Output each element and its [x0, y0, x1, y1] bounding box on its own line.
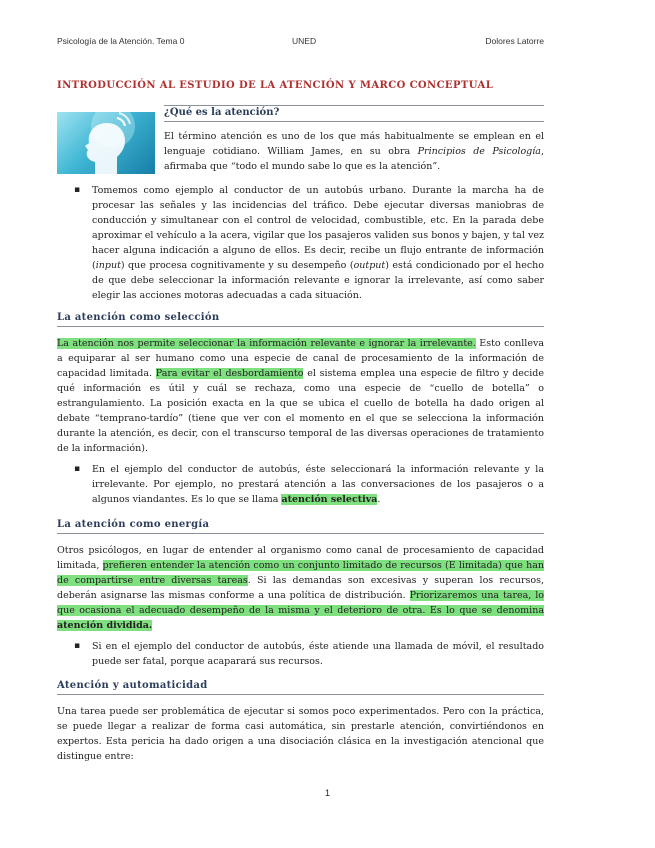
highlight: La atención nos permite seleccionar la información relevante e ignorar la irrelevante. [57, 338, 476, 349]
highlight: Para evitar el desbordamiento [155, 368, 304, 379]
intro-paragraph: El término atención es uno de los que más habitualmente se emplean en el lenguaje cotidiano. William James, en su obra Principios de Psicología, afirmaba que “todo el mundo sabe lo que es la atención”. [164, 131, 544, 172]
bullet-energia-example: ▪ Si en el ejemplo del conductor de autobús, éste atiende una llamada de móvil, el resultado puede ser fatal, porque acaparará sus recursos. [92, 639, 544, 669]
term-atencion-dividida: atención dividida. [57, 620, 153, 631]
header-course: Psicología de la Atención. Tema 0 [57, 36, 185, 46]
highlight: prefieren entender la atención como un conjunto limitado de recursos (E limitada) que han de compartirse entre diversas tareas [57, 560, 544, 586]
automaticidad-paragraph: Una tarea puede ser problemática de ejecutar si somos poco experimentados. Pero con la práctica, se puede llegar a realizar de forma casi automática, sin prestarle atención, convirtiéndonos en expertos. Esta pericia ha dado origen a una disociación clásica en la investigación atencional que distingue entre: [57, 706, 544, 762]
bullet-seleccion-example: ▪ En el ejemplo del conductor de autobús, éste seleccionará la información relevante y la irrelevante. Por ejemplo, no prestará atención a las conversaciones de los pasajeros o a algunos viandantes. Es lo que se llama atención selectiva. [92, 462, 544, 507]
book-title: Principios de Psicología [417, 146, 541, 157]
section-heading-que-es: ¿Qué es la atención? [164, 105, 544, 122]
head-illustration [57, 112, 155, 174]
term-atencion-selectiva: atención selectiva [281, 494, 378, 505]
header-institution: UNED [292, 36, 317, 46]
header-author: Dolores Latorre [485, 36, 544, 46]
section-heading-energia: La atención como energía [57, 519, 544, 534]
head-icon [57, 112, 155, 174]
energia-paragraph: Otros psicólogos, en lugar de entender al organismo como canal de procesamiento de capacidad limitada, prefieren entender la atención como un conjunto limitado de recursos (E limitada) que han de compartirse entre diversas tareas. Si las demandas son excesivas y superan los recursos, deberán asignarse las mismas conforme a una política de distribución. Priorizaremos una tarea, lo que ocasiona el adecuado desempeño de la misma y el deterioro de otra. Es lo que se denomina atención dividida. [57, 545, 545, 631]
page-number: 1 [324, 788, 330, 798]
section-heading-seleccion: La atención como selección [57, 312, 544, 327]
document-title: INTRODUCCIÓN AL ESTUDIO DE LA ATENCIÓN Y MARCO CONCEPTUAL [57, 80, 494, 91]
section-heading-automaticidad: Atención y automaticidad [57, 680, 544, 695]
seleccion-paragraph: La atención nos permite seleccionar la información relevante e ignorar la irrelevante. Esto conlleva a equiparar al ser humano como una especie de canal de procesamiento de la información de capacidad limitada. Para evitar el desbordamiento el sistema emplea una especie de filtro y decide qué información es útil y cuál se rechaza, como una especie de “cuello de botella” o estrangulamiento. La posición exacta en la que se ubica el cuello de botella ha dado origen al debate “temprano-tardío” (tiene que ver con el momento en el que se selecciona la información durante la atención, es decir, con el transcurso temporal de las diversas operaciones de tratamiento de la información). [57, 338, 544, 454]
bullet-bus-example: ▪ Tomemos como ejemplo al conductor de un autobús urbano. Durante la marcha ha de procesar las señales y las incidencias del tráfico. Debe ejecutar diversas maniobras de conducción y simultanear con el control de velocidad, combustible, etc. En la parada debe aproximar el vehículo a la acera, vigilar que los pasajeros validen sus bonos y bajen, y tal vez hacer alguna indicación a alguno de ellos. Es decir, recibe un flujo entrante de información (input) que procesa cognitivamente y su desempeño (output) está condicionado por el hecho de que debe seleccionar la información relevante e ignorar la irrelevante, así como saber elegir las acciones motoras adecuadas a cada situación. [92, 183, 544, 303]
highlight: Priorizaremos una tarea, lo que ocasiona el adecuado desempeño de la misma y el deterioro de otra. Es lo que se denomina [57, 590, 544, 616]
